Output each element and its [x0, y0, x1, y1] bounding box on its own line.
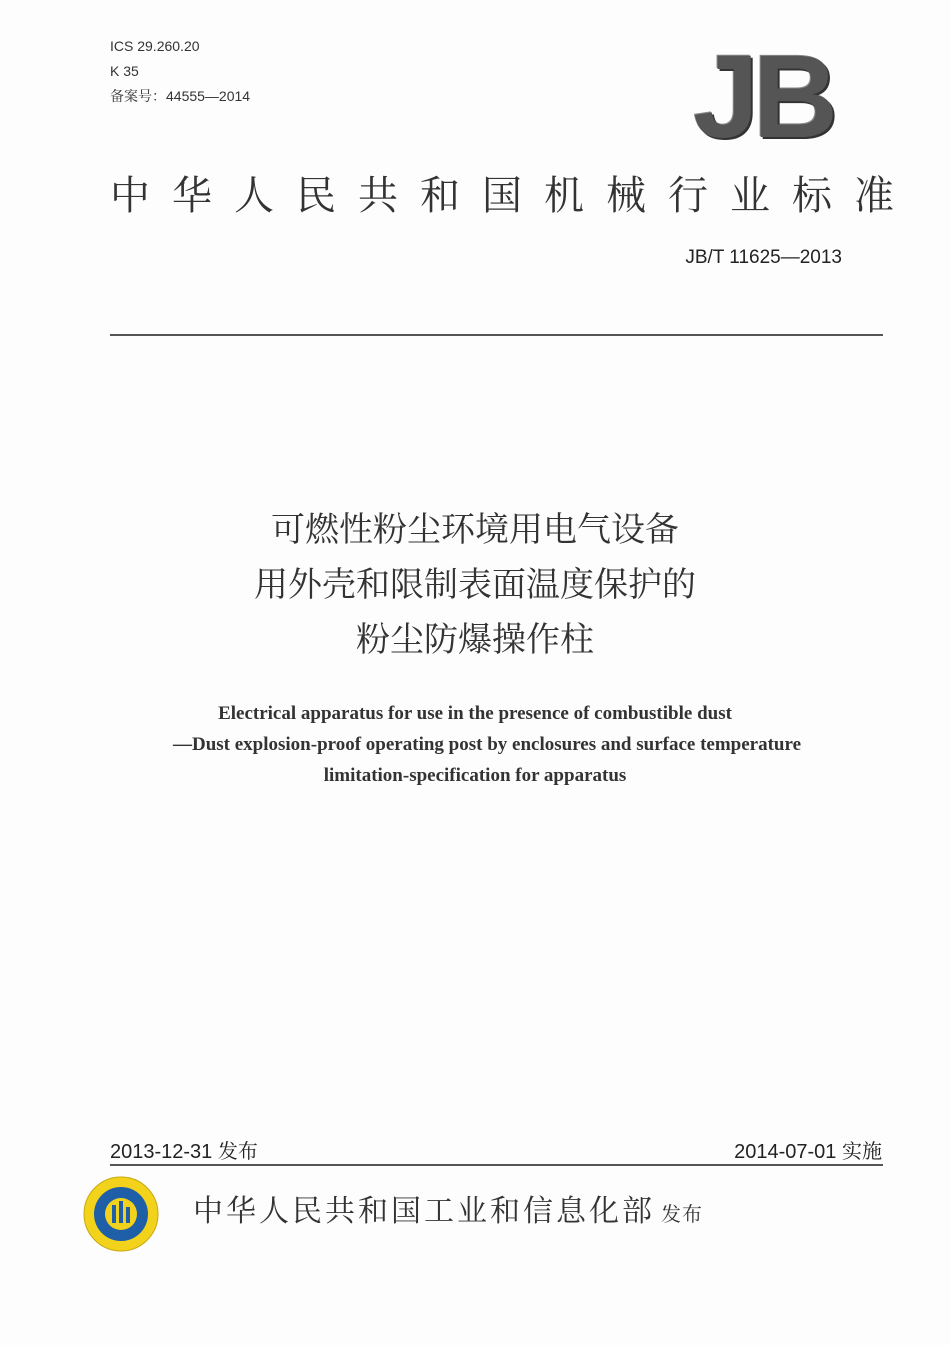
publisher-name: 中华人民共和国工业和信息化部	[193, 1194, 655, 1229]
issue-date: 2013-12-31 发布	[110, 1141, 258, 1163]
jb-logo: JB	[693, 31, 832, 163]
standard-number: JB/T 11625—2013	[685, 247, 842, 268]
publisher	[193, 1192, 703, 1234]
en-title-line-3: limitation-specification for apparatus	[323, 765, 627, 786]
implementation-date: 2014-07-01 实施	[734, 1141, 882, 1163]
cn-title-line-3: 粉尘防爆操作柱	[356, 620, 594, 660]
classification-code: K 35	[110, 63, 139, 79]
en-title-line-1: Electrical apparatus for use in the presence of combustible dust	[218, 703, 732, 724]
top-divider	[110, 334, 883, 336]
en-title-line-2: —Dust explosion-proof operating post by enclosures and surface temperature	[172, 734, 802, 755]
standard-category-title: 中华人民共和国机械行业标准	[110, 173, 916, 219]
cn-title-line-1: 可燃性粉尘环境用电气设备	[271, 510, 679, 550]
record-number: 备案号：44555—2014	[110, 88, 251, 104]
ics-code: ICS 29.260.20	[110, 38, 200, 54]
ministry-emblem-icon	[82, 1175, 160, 1253]
bottom-divider	[110, 1164, 883, 1166]
cn-title-line-2: 用外壳和限制表面温度保护的	[254, 565, 696, 605]
publish-label: 发布	[661, 1202, 703, 1226]
